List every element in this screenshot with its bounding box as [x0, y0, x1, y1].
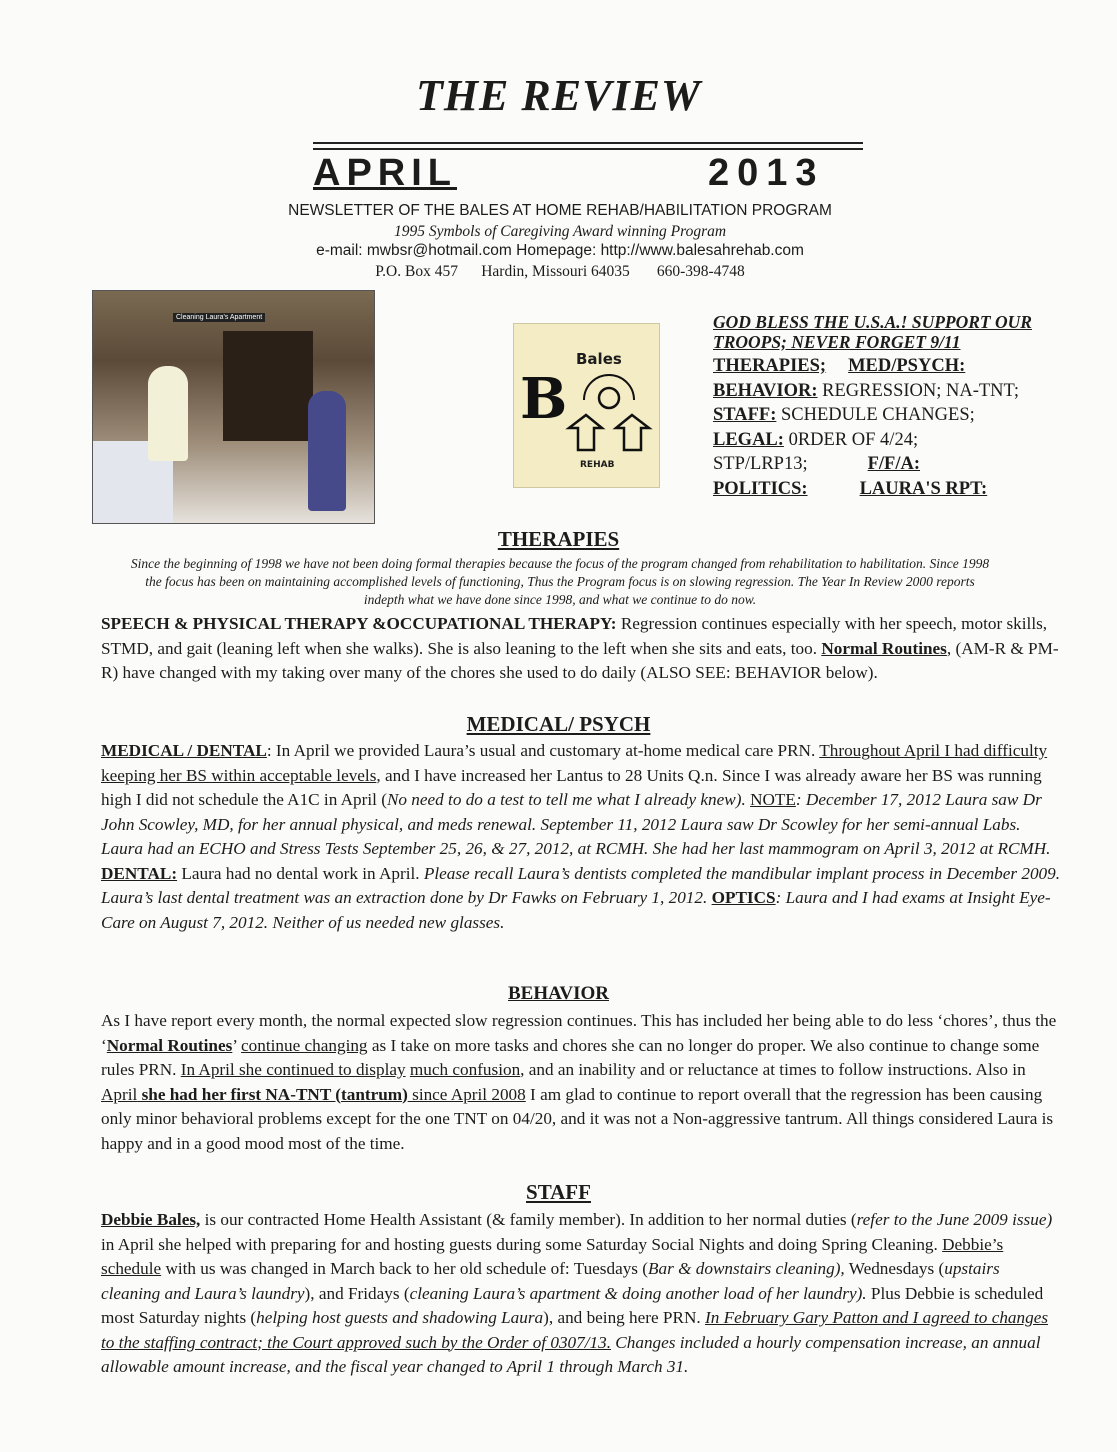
normal-routines-term: Normal Routines	[821, 638, 947, 658]
contact-line: e-mail: mwbsr@hotmail.com Homepage: http://www.balesahrehab.com	[316, 242, 804, 259]
staff-name: Debbie Bales,	[101, 1210, 201, 1229]
apartment-photo	[92, 290, 375, 524]
behavior-paragraph	[101, 1009, 1061, 1156]
behavior-text-3: as I take on more tasks and chores she can no longer do proper. We also continue to change some rules PRN.	[101, 1035, 1040, 1079]
since-note: since April 2008	[407, 1084, 526, 1104]
staff-text-8: ), and Fridays (	[304, 1283, 410, 1303]
staff-text-1: is our contracted Home Health Assistant (& family member). In addition to her normal duties (	[200, 1210, 857, 1229]
dental-label: DENTAL:	[101, 863, 178, 883]
toc-laura-rpt: LAURA'S RPT:	[859, 478, 988, 499]
logo-rehab: REHAB	[580, 460, 615, 470]
photo-caption: Cleaning Laura's Apartment	[173, 313, 265, 322]
contents-box	[713, 312, 1073, 501]
staff-text-7: upstairs cleaning and Laura’s laundry	[101, 1259, 1000, 1303]
medical-text-1: : In April we provided Laura’s usual and customary at-home medical care PRN.	[266, 741, 820, 760]
photo-person-left	[148, 366, 188, 461]
optics-text: : Laura and I had exams at Insight Eye-Care on August 7, 2012. Neither of us needed new glasses.	[101, 888, 1051, 932]
confusion-note: much confusion	[409, 1060, 521, 1079]
therapy-subheading: SPEECH & PHYSICAL THERAPY &OCCUPATIONAL THERAPY:	[101, 614, 617, 633]
behavior-quote: ’	[232, 1035, 242, 1055]
toc-staff: STAFF:	[713, 405, 777, 425]
slogan: GOD BLESS THE U.S.A.! SUPPORT OUR TROOPS; NEVER FORGET 9/11	[713, 312, 1032, 352]
toc-behavior: BEHAVIOR:	[713, 380, 818, 401]
toc-politics: POLITICS:	[713, 478, 808, 499]
staff-paragraph	[101, 1208, 1061, 1380]
staff-text-4: with us was changed in March back to her old schedule of: Tuesdays (	[161, 1259, 649, 1278]
toc-behavior-text: REGRESSION; NA-TNT;	[817, 380, 1019, 401]
logo-letter: B	[520, 366, 568, 432]
april-note: April	[101, 1084, 138, 1104]
staff-text-10: Plus Debbie is scheduled most Saturday nights (	[101, 1283, 1044, 1327]
logo-name: Bales	[576, 350, 622, 368]
medical-text-3: , and I have increased her Lantus to 28 Units Q.n. Since I was already aware her BS was running high I did not schedule the A1C in April (	[101, 765, 1042, 809]
continue-changing: continue changing	[241, 1035, 368, 1055]
display-note: In April she continued to display	[180, 1060, 406, 1079]
address-line: P.O. Box 457 Hardin, Missouri 64035 660-398-4748	[375, 263, 745, 280]
issue-month: APRIL	[313, 152, 457, 194]
toc-stp: STP/LRP13;	[713, 454, 808, 474]
photo-cabinet	[223, 331, 313, 441]
house-figures-icon	[564, 370, 654, 460]
therapies-intro: Since the beginning of 1998 we have not been doing formal therapies because the focus of the program changed from rehabilitation to habilitation. Since 1998 the focus has been on maintaining accomplished levels of functioning, Thus the Program focus is on slowing regression. The Year In Review 2000 reports indepth what we have done since 1998, and what we continue to do now.	[130, 556, 990, 607]
medical-dental-label: MEDICAL / DENTAL	[101, 741, 267, 760]
title-rule-top	[313, 142, 863, 144]
contract-note: In February Gary Patton and I agreed to changes to the staffing contract; the Court approved such by the Order of 0307/13.	[101, 1308, 1049, 1352]
medical-text-4: No need to do a test to tell me what I already knew).	[386, 790, 746, 809]
toc-legal: LEGAL:	[713, 429, 784, 450]
behavior-heading: BEHAVIOR	[507, 983, 609, 1004]
bales-logo	[513, 323, 660, 488]
medical-paragraph	[101, 739, 1061, 935]
toc-legal-text: 0RDER OF 4/24;	[783, 429, 919, 450]
optics-label: OPTICS	[711, 888, 776, 907]
therapies-paragraph	[101, 612, 1061, 686]
staff-text-14: Changes included a hourly compensation increase, an annual allowable amount increase, and the fiscal year changed to April 1 through March 31.	[101, 1332, 1041, 1376]
staff-heading: STAFF	[526, 1180, 591, 1204]
therapy-text-1: Regression continues especially with her speech, motor skills, STMD, and gait (leaning left when she walks). She is also leaning to the left when she sits and eats, too.	[101, 614, 1048, 658]
toc-staff-text: SCHEDULE CHANGES;	[776, 405, 975, 425]
behavior-text-1: As I have report every month, the normal expected slow regression continues. This has included her being able to do less ‘chores’, thus the ‘	[101, 1011, 1057, 1055]
toc-medpsych: MED/PSYCH:	[848, 356, 966, 376]
toc-therapies: THERAPIES;	[713, 356, 827, 376]
staff-text-6: Wednesdays (	[844, 1259, 945, 1278]
staff-text-2: refer to the June 2009 issue)	[856, 1210, 1053, 1229]
note-label: NOTE	[750, 790, 796, 809]
therapy-text-2: , (AM-R & PM-R) have changed with my taking over many of the chores she used to do daily (ALSO SEE: BEHAVIOR below).	[101, 638, 1059, 682]
behavior-text-6: I am glad to continue to report overall that the regression has been causing only minor behavioral problems except for the one TNT on 04/20, and it was not a Non-aggressive tantrum. All things considered Laura is happy and in a good mood most of the time.	[101, 1084, 1054, 1153]
medical-heading: MEDICAL/ PSYCH	[466, 712, 651, 736]
staff-text-12: ), and being here PRN.	[543, 1308, 705, 1327]
behavior-routines-term: Normal Routines	[106, 1035, 233, 1055]
medical-bs-note: Throughout April I had difficulty keeping her BS within acceptable levels	[101, 741, 1048, 785]
newsletter-subtitle: NEWSLETTER OF THE BALES AT HOME REHAB/HABILITATION PROGRAM	[288, 202, 832, 219]
debbie-schedule: Debbie’s schedule	[101, 1234, 1004, 1278]
staff-text-5: Bar & downstairs cleaning),	[648, 1259, 845, 1278]
behavior-text-5: , and an inability and or reluctance at times to follow instructions. Also in	[520, 1060, 1026, 1079]
photo-person-right	[308, 391, 346, 511]
dental-text-1: Laura had no dental work in April.	[177, 863, 424, 883]
therapies-heading: THERAPIES	[497, 527, 620, 551]
medical-text-5: : December 17, 2012 Laura saw Dr John Scowley, MD, for her annual physical, and meds renewal. September 11, 2012 Laura saw Dr Scowley for her semi-annual Labs. Laura had an ECHO and Stress Tests September 25, 26, & 27, 2012, at RCMH. She had her last mammogram on April 3, 2012 at RCMH.	[101, 790, 1051, 858]
dental-text-2: Please recall Laura’s dentists completed the mandibular implant process in December 2009. Laura’s last dental treatment was an extraction done by Dr Fawks on February 1, 2012.	[101, 863, 1061, 907]
issue-year: 2013	[708, 152, 825, 194]
staff-text-3: in April she helped with preparing for and hosting guests during some Saturday Social Nights and doing Spring Cleaning.	[101, 1234, 943, 1254]
staff-text-11: helping host guests and shadowing Laura	[256, 1308, 544, 1327]
award-line: 1995 Symbols of Caregiving Award winning Program	[393, 223, 727, 240]
newsletter-title: THE REVIEW	[415, 71, 702, 120]
staff-text-9: cleaning Laura’s apartment & doing another load of her laundry).	[409, 1283, 867, 1303]
first-tantrum-note: she had her first NA-TNT (tantrum)	[137, 1084, 408, 1104]
title-rule-bottom	[313, 148, 863, 150]
toc-ffa: F/F/A:	[867, 454, 920, 474]
